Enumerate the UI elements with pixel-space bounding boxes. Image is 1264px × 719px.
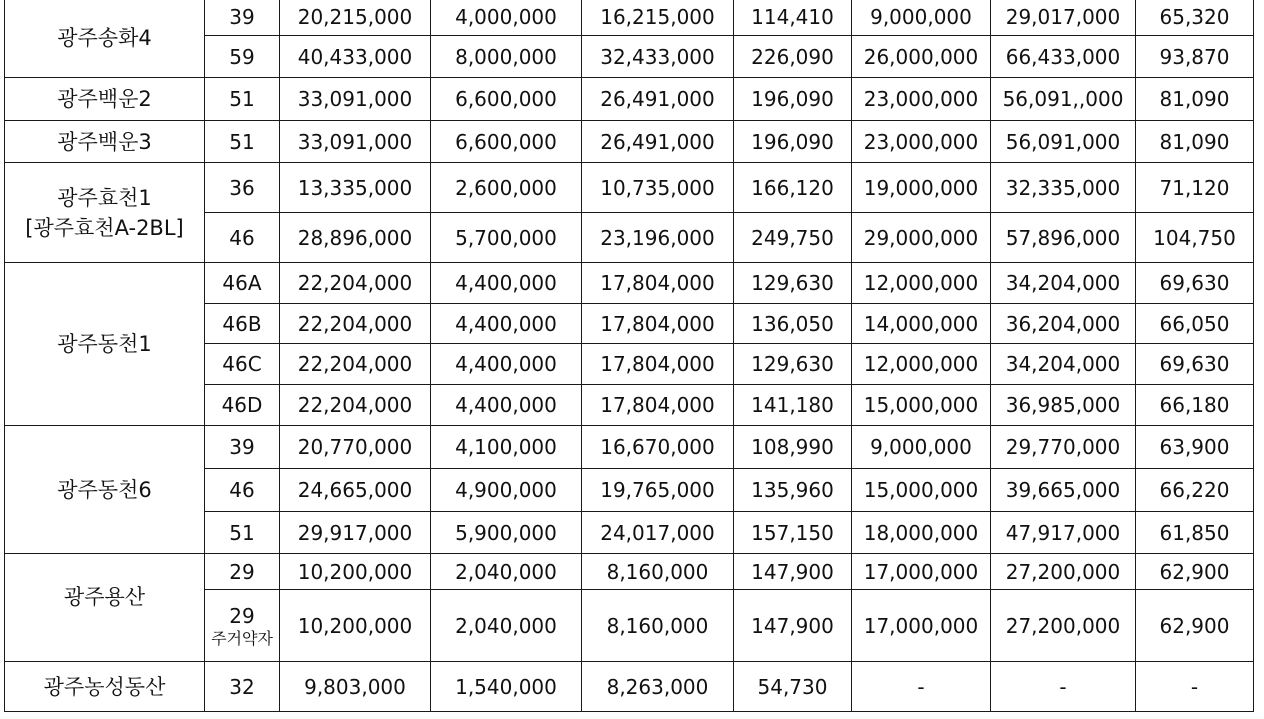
- value-cell: 17,000,000: [852, 590, 991, 662]
- value-cell: 66,180: [1136, 385, 1254, 426]
- value-cell: 16,670,000: [582, 426, 734, 469]
- value-cell: 2,040,000: [431, 590, 582, 662]
- value-cell: 4,400,000: [431, 344, 582, 385]
- value-cell: 29,770,000: [991, 426, 1136, 469]
- area-value: 51: [229, 87, 255, 111]
- value-cell: 10,735,000: [582, 163, 734, 213]
- value-cell: -: [1136, 662, 1254, 712]
- value-cell: 6,600,000: [431, 78, 582, 121]
- area-value: 32: [229, 674, 255, 699]
- value-cell: 9,000,000: [852, 426, 991, 469]
- value-cell: 69,630: [1136, 263, 1254, 304]
- value-cell: 12,000,000: [852, 344, 991, 385]
- area-cell: [205, 304, 280, 344]
- area-cell: [205, 36, 280, 78]
- value-cell: 196,090: [734, 78, 852, 121]
- complex-subname: [광주효천A-2BL]: [25, 215, 184, 240]
- area-value: 51: [229, 520, 255, 545]
- area-value: 39: [229, 435, 255, 459]
- complex-name-cell: [5, 121, 205, 163]
- value-cell: 24,665,000: [280, 469, 431, 512]
- value-cell: 62,900: [1136, 590, 1254, 662]
- area-value: 29: [229, 603, 255, 628]
- area-value: 36: [229, 175, 255, 200]
- area-value: 51: [229, 129, 255, 154]
- value-cell: 17,000,000: [852, 554, 991, 590]
- value-cell: 23,196,000: [582, 213, 734, 263]
- value-cell: 166,120: [734, 163, 852, 213]
- value-cell: 36,204,000: [991, 304, 1136, 344]
- value-cell: 22,204,000: [280, 344, 431, 385]
- value-cell: 9,000,000: [852, 0, 991, 36]
- value-cell: 1,540,000: [431, 662, 582, 712]
- value-cell: 5,700,000: [431, 213, 582, 263]
- value-cell: 19,000,000: [852, 163, 991, 213]
- value-cell: 226,090: [734, 36, 852, 78]
- value-cell: 29,917,000: [280, 512, 431, 554]
- value-cell: -: [852, 662, 991, 712]
- value-cell: 104,750: [1136, 213, 1254, 263]
- value-cell: 8,160,000: [582, 554, 734, 590]
- value-cell: 15,000,000: [852, 385, 991, 426]
- value-cell: 147,900: [734, 554, 852, 590]
- value-cell: 5,900,000: [431, 512, 582, 554]
- value-cell: 2,600,000: [431, 163, 582, 213]
- value-cell: 36,985,000: [991, 385, 1136, 426]
- complex-name: 광주동천1: [57, 332, 152, 356]
- value-cell: 63,900: [1136, 426, 1254, 469]
- value-cell: 66,433,000: [991, 36, 1136, 78]
- value-cell: 56,091,,000: [991, 78, 1136, 121]
- value-cell: 62,900: [1136, 554, 1254, 590]
- value-cell: 61,850: [1136, 512, 1254, 554]
- area-cell: [205, 213, 280, 263]
- value-cell: 69,630: [1136, 344, 1254, 385]
- area-value: 46A: [222, 271, 262, 295]
- complex-name: 광주동천6: [57, 477, 152, 502]
- area-cell: [205, 426, 280, 469]
- value-cell: 249,750: [734, 213, 852, 263]
- value-cell: 33,091,000: [280, 78, 431, 121]
- complex-name: 광주백운3: [57, 129, 152, 154]
- area-cell: [205, 121, 280, 163]
- value-cell: 17,804,000: [582, 263, 734, 304]
- value-cell: 56,091,000: [991, 121, 1136, 163]
- area-value: 46C: [222, 352, 262, 376]
- value-cell: 22,204,000: [280, 263, 431, 304]
- table-row: [5, 554, 1254, 590]
- area-value: 59: [229, 44, 255, 69]
- value-cell: 33,091,000: [280, 121, 431, 163]
- value-cell: 108,990: [734, 426, 852, 469]
- value-cell: 32,335,000: [991, 163, 1136, 213]
- value-cell: 9,803,000: [280, 662, 431, 712]
- table-row: [5, 662, 1254, 712]
- value-cell: 10,200,000: [280, 590, 431, 662]
- value-cell: 39,665,000: [991, 469, 1136, 512]
- value-cell: 8,160,000: [582, 590, 734, 662]
- area-value: 39: [229, 4, 255, 29]
- area-cell: [205, 590, 280, 662]
- value-cell: 34,204,000: [991, 263, 1136, 304]
- complex-name-cell: [5, 163, 205, 263]
- value-cell: 27,200,000: [991, 554, 1136, 590]
- value-cell: 66,050: [1136, 304, 1254, 344]
- value-cell: 20,215,000: [280, 0, 431, 36]
- area-cell: [205, 0, 280, 36]
- complex-name: 광주백운2: [57, 87, 152, 111]
- table-row: [5, 121, 1254, 163]
- complex-name: 광주용산: [63, 585, 146, 609]
- value-cell: 20,770,000: [280, 426, 431, 469]
- value-cell: 54,730: [734, 662, 852, 712]
- value-cell: 12,000,000: [852, 263, 991, 304]
- area-cell: [205, 469, 280, 512]
- value-cell: 15,000,000: [852, 469, 991, 512]
- value-cell: 22,204,000: [280, 304, 431, 344]
- value-cell: 22,204,000: [280, 385, 431, 426]
- value-cell: 24,017,000: [582, 512, 734, 554]
- value-cell: 34,204,000: [991, 344, 1136, 385]
- value-cell: 196,090: [734, 121, 852, 163]
- value-cell: 4,100,000: [431, 426, 582, 469]
- value-cell: 23,000,000: [852, 121, 991, 163]
- value-cell: 6,600,000: [431, 121, 582, 163]
- value-cell: 16,215,000: [582, 0, 734, 36]
- value-cell: 17,804,000: [582, 304, 734, 344]
- area-cell: [205, 78, 280, 121]
- complex-name-cell: [5, 263, 205, 426]
- value-cell: 47,917,000: [991, 512, 1136, 554]
- value-cell: 26,491,000: [582, 78, 734, 121]
- complex-name-cell: [5, 426, 205, 554]
- table-row: [5, 0, 1254, 36]
- value-cell: 2,040,000: [431, 554, 582, 590]
- value-cell: 4,900,000: [431, 469, 582, 512]
- value-cell: 14,000,000: [852, 304, 991, 344]
- value-cell: 81,090: [1136, 121, 1254, 163]
- value-cell: 17,804,000: [582, 344, 734, 385]
- complex-name: 광주효천1: [57, 185, 152, 210]
- value-cell: 66,220: [1136, 469, 1254, 512]
- rental-price-table: [4, 0, 1254, 712]
- area-cell: [205, 385, 280, 426]
- value-cell: 141,180: [734, 385, 852, 426]
- complex-name: 광주농성동산: [43, 674, 166, 699]
- table-body: [5, 0, 1254, 712]
- value-cell: 135,960: [734, 469, 852, 512]
- table-row: [5, 426, 1254, 469]
- value-cell: 26,000,000: [852, 36, 991, 78]
- value-cell: 27,200,000: [991, 590, 1136, 662]
- value-cell: 29,000,000: [852, 213, 991, 263]
- value-cell: 17,804,000: [582, 385, 734, 426]
- table-row: [5, 263, 1254, 304]
- value-cell: 13,335,000: [280, 163, 431, 213]
- value-cell: 8,000,000: [431, 36, 582, 78]
- value-cell: 28,896,000: [280, 213, 431, 263]
- value-cell: 136,050: [734, 304, 852, 344]
- value-cell: 23,000,000: [852, 78, 991, 121]
- value-cell: 4,000,000: [431, 0, 582, 36]
- value-cell: 157,150: [734, 512, 852, 554]
- value-cell: 71,120: [1136, 163, 1254, 213]
- value-cell: 32,433,000: [582, 36, 734, 78]
- value-cell: 10,200,000: [280, 554, 431, 590]
- value-cell: 4,400,000: [431, 304, 582, 344]
- complex-name: 광주송화4: [57, 25, 152, 50]
- value-cell: 93,870: [1136, 36, 1254, 78]
- area-note: 주거약자: [211, 628, 273, 648]
- value-cell: 65,320: [1136, 0, 1254, 36]
- value-cell: 40,433,000: [280, 36, 431, 78]
- value-cell: 4,400,000: [431, 385, 582, 426]
- area-value: 29: [229, 559, 255, 584]
- value-cell: 114,410: [734, 0, 852, 36]
- value-cell: 19,765,000: [582, 469, 734, 512]
- complex-name-cell: [5, 0, 205, 78]
- table-row: [5, 78, 1254, 121]
- area-cell: [205, 263, 280, 304]
- area-cell: [205, 662, 280, 712]
- area-cell: [205, 512, 280, 554]
- value-cell: 81,090: [1136, 78, 1254, 121]
- value-cell: 57,896,000: [991, 213, 1136, 263]
- value-cell: 4,400,000: [431, 263, 582, 304]
- value-cell: 129,630: [734, 263, 852, 304]
- value-cell: 147,900: [734, 590, 852, 662]
- area-cell: [205, 554, 280, 590]
- area-cell: [205, 163, 280, 213]
- area-value: 46: [229, 225, 255, 250]
- area-value: 46D: [221, 393, 263, 417]
- complex-name-cell: [5, 554, 205, 662]
- value-cell: 26,491,000: [582, 121, 734, 163]
- area-value: 46B: [222, 311, 262, 336]
- value-cell: 18,000,000: [852, 512, 991, 554]
- area-value: 46: [229, 478, 255, 502]
- value-cell: -: [991, 662, 1136, 712]
- value-cell: 29,017,000: [991, 0, 1136, 36]
- complex-name-cell: [5, 662, 205, 712]
- value-cell: 129,630: [734, 344, 852, 385]
- value-cell: 8,263,000: [582, 662, 734, 712]
- table-row: [5, 163, 1254, 213]
- complex-name-cell: [5, 78, 205, 121]
- area-cell: [205, 344, 280, 385]
